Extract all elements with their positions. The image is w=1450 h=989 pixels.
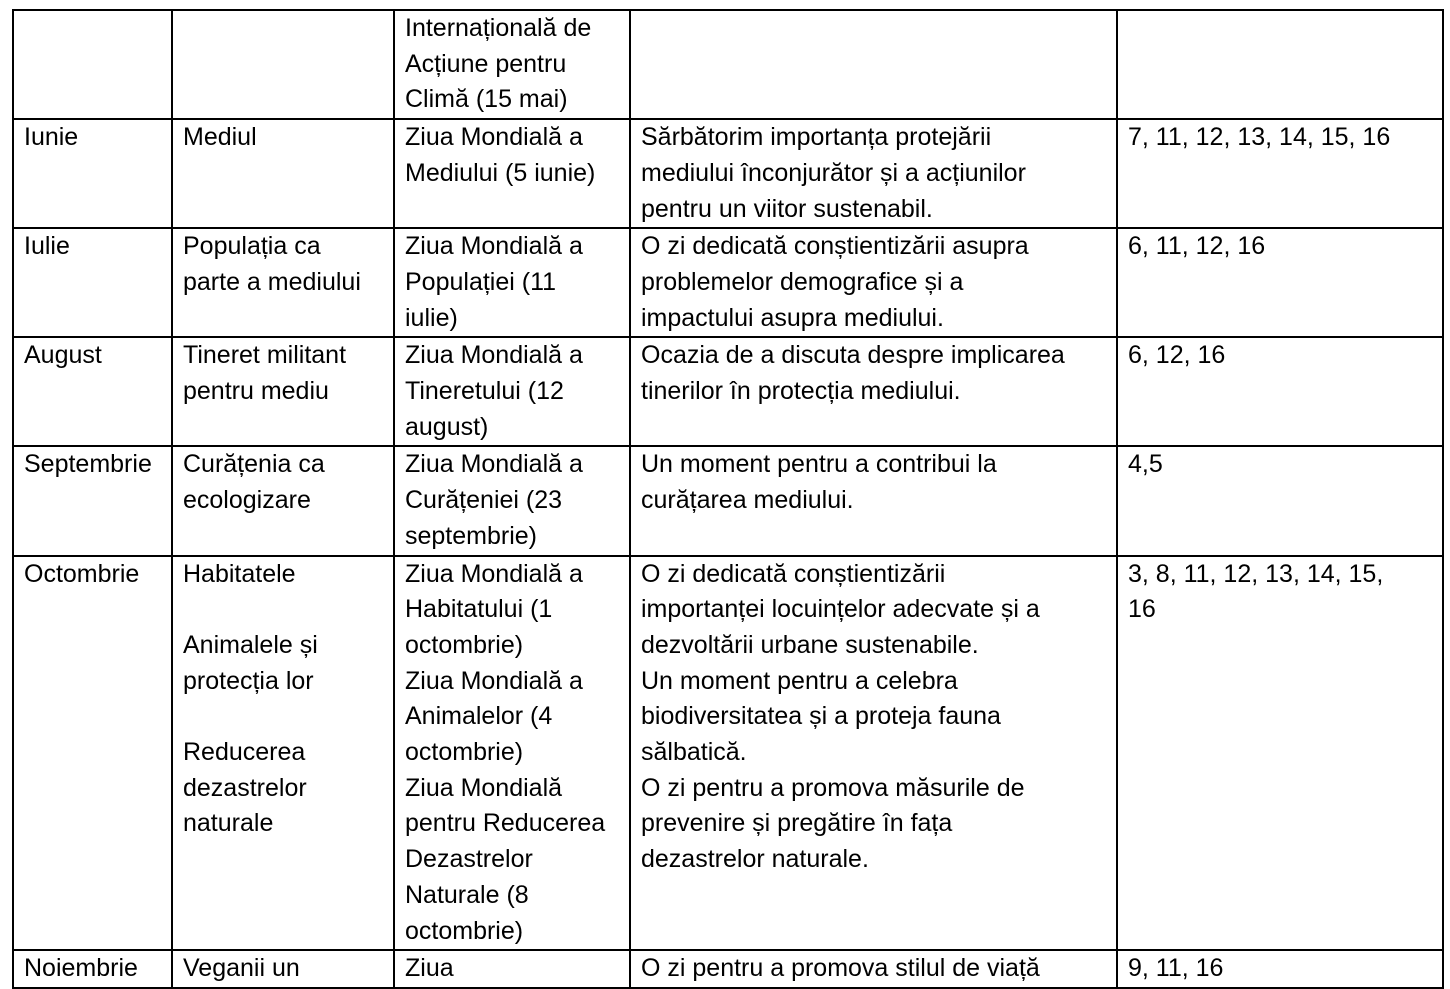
description-line: Sărbătorim importanța protejării	[641, 123, 992, 152]
event-line: august)	[405, 412, 489, 441]
theme-line: pentru mediu	[183, 377, 329, 406]
event-line: Ziua	[405, 954, 454, 983]
goals-line: 4,5	[1128, 450, 1163, 479]
goals-line: 7, 11, 12, 13, 14, 15, 16	[1128, 123, 1391, 152]
event-cell	[394, 337, 630, 446]
event-line: octombrie)	[405, 738, 524, 767]
goals-cell	[1117, 556, 1443, 951]
goals-cell	[1117, 119, 1443, 228]
month-cell	[13, 119, 172, 228]
theme-cell	[172, 337, 394, 446]
month-label: Septembrie	[24, 450, 152, 479]
theme-line: protecția lor	[183, 666, 314, 695]
goals-line: 16	[1128, 595, 1156, 624]
month-cell	[13, 337, 172, 446]
description-cell	[630, 556, 1117, 951]
event-line: Ziua Mondială a	[405, 666, 583, 695]
theme-line: Veganii un	[183, 954, 300, 983]
description-line: O zi dedicată conștientizării asupra	[641, 232, 1029, 261]
table-row	[13, 556, 1443, 951]
theme-line: Animalele și	[183, 630, 318, 659]
month-label: Noiembrie	[24, 954, 138, 983]
event-line: Ziua Mondială	[405, 773, 563, 802]
month-cell	[13, 950, 172, 988]
goals-cell	[1117, 228, 1443, 337]
event-line: Dezastrelor	[405, 845, 533, 874]
event-line: Climă (15 mai)	[405, 85, 568, 114]
event-line: Internațională de	[405, 14, 592, 42]
month-cell	[13, 10, 172, 119]
goals-line: 3, 8, 11, 12, 13, 14, 15,	[1128, 559, 1384, 588]
theme-cell	[172, 228, 394, 337]
event-line: Animalelor (4	[405, 702, 553, 731]
event-line: Mediului (5 iunie)	[405, 158, 596, 187]
theme-cell	[172, 446, 394, 555]
goals-cell	[1117, 337, 1443, 446]
goals-line: 6, 11, 12, 16	[1128, 232, 1266, 261]
theme-line: Reducerea	[183, 738, 306, 767]
theme-line: Curățenia ca	[183, 450, 325, 479]
description-cell	[630, 337, 1117, 446]
description-cell	[630, 10, 1117, 119]
event-line: Acțiune pentru	[405, 49, 567, 78]
table-row	[13, 10, 1443, 119]
event-cell	[394, 228, 630, 337]
table-row	[13, 228, 1443, 337]
spacer	[183, 699, 383, 735]
theme-line: Mediul	[183, 123, 257, 152]
month-label: Iulie	[24, 232, 70, 261]
description-line: impactului asupra mediului.	[641, 303, 944, 332]
description-line: sălbatică.	[641, 738, 747, 767]
goals-line: 6, 12, 16	[1128, 341, 1226, 370]
theme-cell	[172, 10, 394, 119]
event-line: Ziua Mondială a	[405, 232, 583, 261]
events-table	[12, 9, 1444, 989]
goals-line: 9, 11, 16	[1128, 954, 1224, 983]
theme-line: naturale	[183, 809, 274, 838]
spacer	[183, 592, 383, 628]
goals-cell	[1117, 10, 1443, 119]
table-row	[13, 119, 1443, 228]
event-line: octombrie)	[405, 630, 524, 659]
description-cell	[630, 228, 1117, 337]
description-line: dezvoltării urbane sustenabile.	[641, 630, 979, 659]
event-line: iulie)	[405, 303, 458, 332]
month-cell	[13, 228, 172, 337]
theme-line: Habitatele	[183, 559, 296, 588]
event-cell	[394, 446, 630, 555]
month-label: Octombrie	[24, 559, 140, 588]
description-cell	[630, 119, 1117, 228]
event-line: pentru Reducerea	[405, 809, 606, 838]
event-line: octombrie)	[405, 916, 524, 945]
theme-line: ecologizare	[183, 486, 311, 515]
table-row	[13, 950, 1443, 988]
description-line: Ocazia de a discuta despre implicarea	[641, 341, 1065, 370]
event-line: Ziua Mondială a	[405, 450, 583, 479]
description-cell	[630, 446, 1117, 555]
description-line: problemelor demografice și a	[641, 267, 964, 296]
month-label: Iunie	[24, 123, 79, 152]
event-line: septembrie)	[405, 521, 537, 550]
description-line: O zi pentru a promova stilul de viață	[641, 954, 1040, 983]
theme-line: dezastrelor	[183, 773, 307, 802]
goals-cell	[1117, 950, 1443, 988]
theme-line: Tineret militant	[183, 341, 347, 370]
description-line: pentru un viitor sustenabil.	[641, 194, 933, 223]
event-line: Naturale (8	[405, 880, 529, 909]
description-line: biodiversitatea și a proteja fauna	[641, 702, 1001, 731]
event-line: Tineretului (12	[405, 377, 564, 406]
description-line: dezastrelor naturale.	[641, 845, 869, 874]
description-line: prevenire și pregătire în fața	[641, 809, 953, 838]
description-line: O zi pentru a promova măsurile de	[641, 773, 1025, 802]
table-row	[13, 337, 1443, 446]
month-label: August	[24, 341, 102, 370]
table-row	[13, 446, 1443, 555]
theme-line: parte a mediului	[183, 267, 361, 296]
description-line: Un moment pentru a contribui la	[641, 450, 997, 479]
theme-cell	[172, 556, 394, 951]
event-line: Ziua Mondială a	[405, 341, 583, 370]
event-cell	[394, 950, 630, 988]
month-cell	[13, 556, 172, 951]
description-line: importanței locuințelor adecvate și a	[641, 595, 1040, 624]
event-line: Ziua Mondială a	[405, 123, 583, 152]
description-line: O zi dedicată conștientizării	[641, 559, 946, 588]
event-cell	[394, 10, 630, 119]
description-line: mediului înconjurător și a acțiunilor	[641, 158, 1026, 187]
event-cell	[394, 556, 630, 951]
event-cell	[394, 119, 630, 228]
description-cell	[630, 950, 1117, 988]
description-line: Un moment pentru a celebra	[641, 666, 958, 695]
month-cell	[13, 446, 172, 555]
event-line: Ziua Mondială a	[405, 559, 583, 588]
theme-line: Populația ca	[183, 232, 321, 261]
goals-cell	[1117, 446, 1443, 555]
theme-cell	[172, 950, 394, 988]
theme-cell	[172, 119, 394, 228]
event-line: Populației (11	[405, 267, 557, 296]
event-line: Habitatului (1	[405, 595, 553, 624]
event-line: Curățeniei (23	[405, 486, 563, 515]
description-line: curățarea mediului.	[641, 486, 854, 515]
description-line: tinerilor în protecția mediului.	[641, 377, 961, 406]
